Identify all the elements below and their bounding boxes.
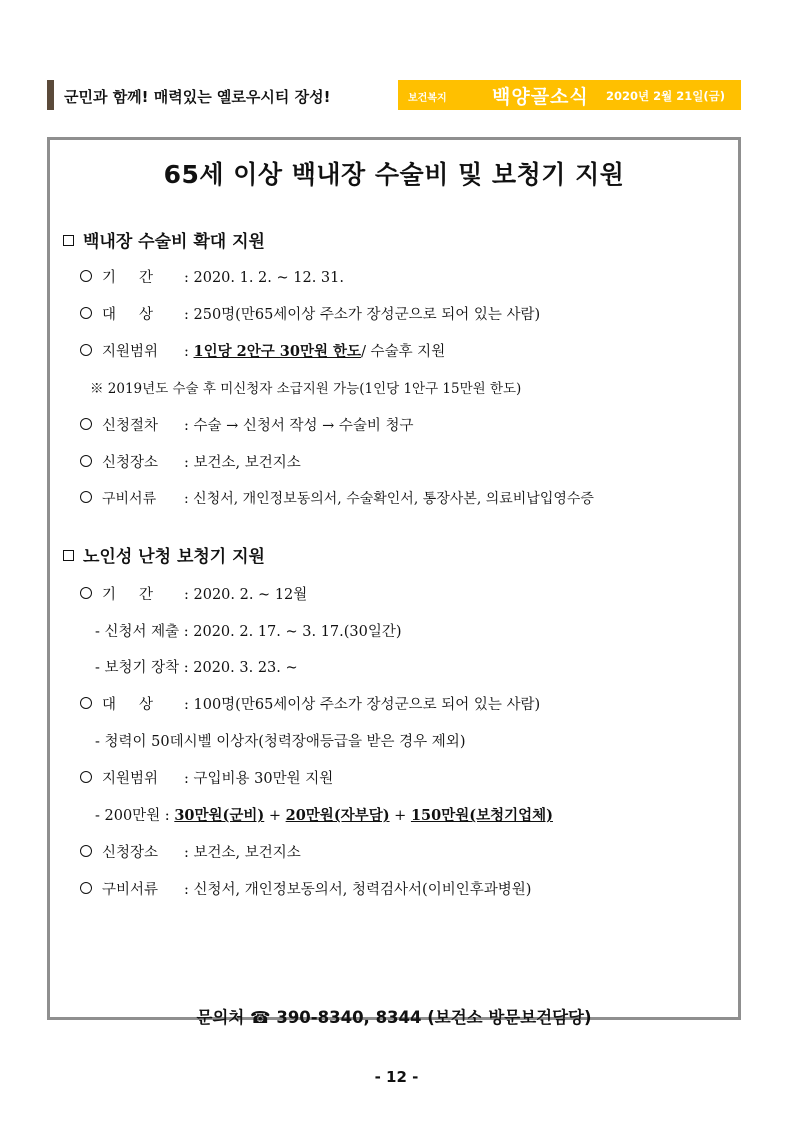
cost-self: 20만원(자부담) [285,807,390,824]
cost-vendor: 150만원(보청기업체) [410,807,553,824]
item-value: : 신청서, 개인정보동의서, 청력검사서(이비인후과병원) [184,882,532,898]
section-heading-text: 백내장 수술비 확대 지원 [83,232,265,252]
content-frame [47,137,741,1027]
item-label: 구비서류 [102,491,157,507]
item-label: 신청장소 [102,455,159,471]
cost-breakdown [95,804,553,825]
page-title: 65세 이상 백내장 수술비 및 보청기 지원 [163,160,625,189]
circle-bullet-icon [80,307,92,319]
item-label: 기 간 [102,270,154,286]
section-heading-text: 노인성 난청 보청기 지원 [83,547,265,567]
list-item [80,488,594,508]
circle-bullet-icon [80,270,92,282]
note-text: ※ 2019년도 수술 후 미신청자 소급지원 가능(1인당 1안구 15만원 한도) [90,381,522,397]
item-value: : 수술 → 신청서 작성 → 수술비 청구 [184,418,414,434]
list-item [80,841,301,862]
circle-bullet-icon [80,771,92,783]
contact-info: 문의처 ☎ 390-8340, 8344 (보건소 방문보건담당) [196,1008,592,1027]
list-item [80,693,540,714]
item-value: : 신청서, 개인정보동의서, 수술확인서, 통장사본, 의료비납입영수증 [184,491,594,507]
plus-sign: + [389,808,411,824]
item-label: 대 상 [102,307,154,323]
header-accent-bar [47,80,54,110]
sub-item: - 청력이 50데시벨 이상자(청력장애등급을 받은 경우 제외) [95,734,466,750]
list-item [80,340,445,361]
circle-bullet-icon [80,418,92,430]
item-label: 지원범위 [102,344,159,360]
item-value: : 100명(만65세이상 주소가 장성군으로 되어 있는 사람) [184,697,541,713]
item-label: 구비서류 [102,882,159,898]
item-value-rest: / 수술후 지원 [361,344,446,360]
section-hearing-aid-heading [63,542,265,567]
list-item [80,266,344,287]
square-bullet-icon [63,235,74,246]
cost-prefix: - 200만원 : [95,808,175,824]
item-value: : 보건소, 보건지소 [184,845,301,861]
item-value-emphasis: 1인당 2안구 30만원 한도 [193,343,362,360]
header-slogan: 군민과 함께! 매력있는 옐로우시티 장성! [64,88,331,106]
circle-bullet-icon [80,455,92,467]
item-label: 신청절차 [102,418,159,434]
item-label: 대 상 [102,697,154,713]
sub-item: - 신청서 제출 : 2020. 2. 17. ~ 3. 17.(30일간) [95,624,402,640]
circle-bullet-icon [80,845,92,857]
page-number: - 12 - [374,1068,419,1086]
item-value: : 보건소, 보건지소 [184,455,301,471]
item-label: 기 간 [102,587,154,603]
circle-bullet-icon [80,491,92,503]
item-label: 지원범위 [102,771,159,787]
header-date: 2020년 2월 21일(금) [606,89,725,103]
item-value: : 250명(만65세이상 주소가 장성군으로 되어 있는 사람) [184,307,541,323]
list-item [80,303,540,324]
header-banner [398,80,741,110]
item-label: 신청장소 [102,845,159,861]
square-bullet-icon [63,550,74,561]
sub-item: - 보청기 장착 : 2020. 3. 23. ~ [95,660,298,676]
item-value: : 구입비용 30만원 지원 [184,771,334,787]
section-cataract-heading [63,227,265,252]
list-item [80,583,307,604]
page-header [47,80,741,110]
header-newsletter-name: 백양골소식 [492,86,589,108]
cost-county: 30만원(군비) [174,807,265,824]
header-category: 보건복지 [408,93,447,104]
plus-sign: + [264,808,286,824]
list-item [80,878,531,899]
circle-bullet-icon [80,587,92,599]
list-item [80,414,414,435]
circle-bullet-icon [80,344,92,356]
list-item [80,767,333,788]
circle-bullet-icon [80,697,92,709]
item-value: : 2020. 2. ~ 12월 [184,587,308,603]
circle-bullet-icon [80,882,92,894]
item-value-colon: : [184,344,194,360]
list-item [80,451,301,472]
item-value: : 2020. 1. 2. ~ 12. 31. [184,270,344,286]
